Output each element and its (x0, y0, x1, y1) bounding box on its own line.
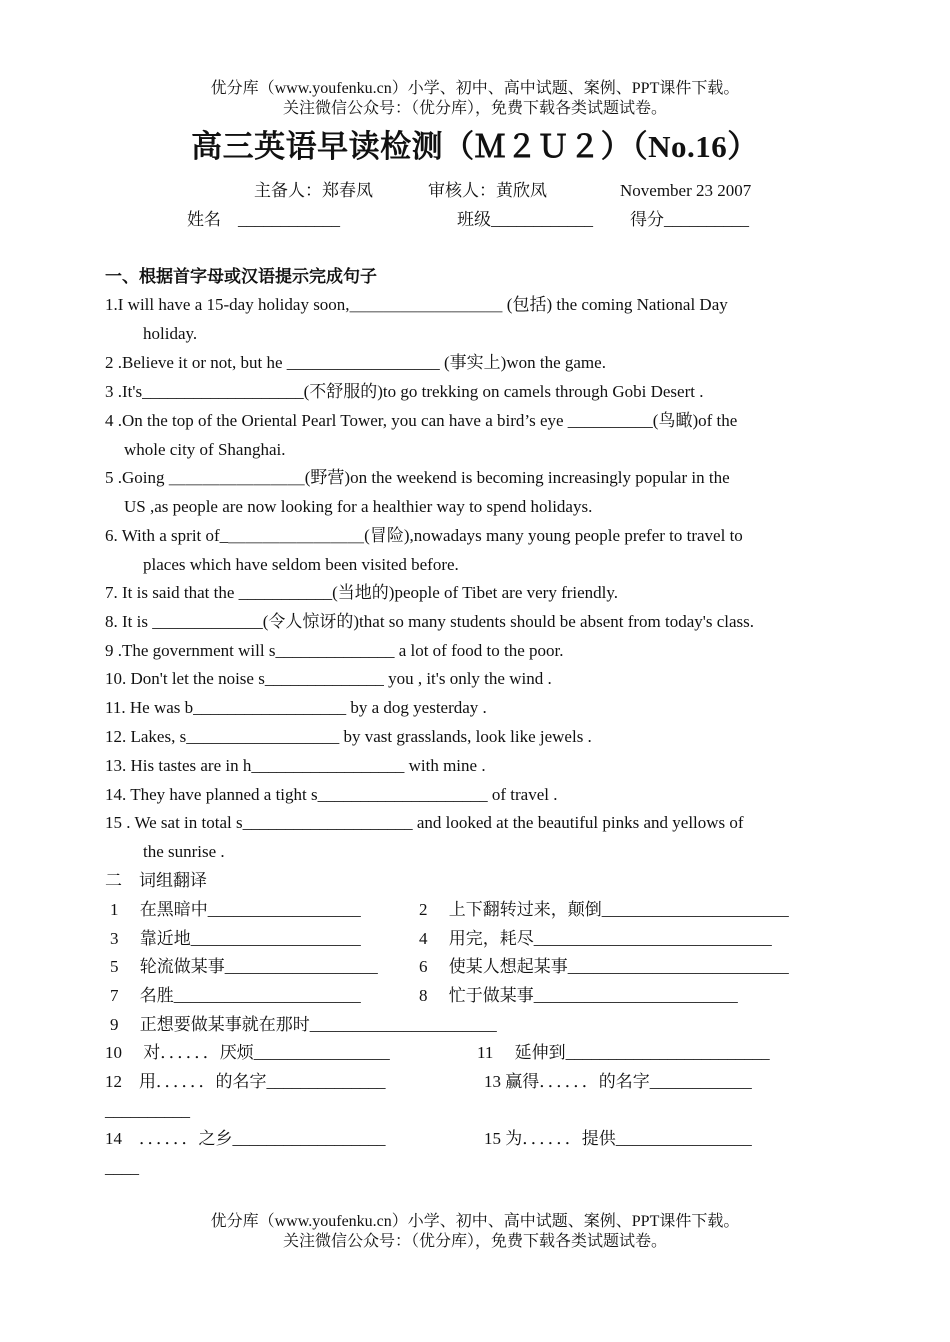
header-line-2: 关注微信公众号：（优分库），免费下载各类试题试卷。 (282, 100, 667, 117)
preparer: 主备人：郑春凤 (254, 181, 373, 200)
question-12[interactable] (105, 723, 845, 752)
question-1-line1: 1.I will have a 15-day holiday soon,＿＿＿＿＿＿＿＿＿ (包括) the coming National Day (105, 295, 728, 314)
phrase-row-8-left[interactable]: 14 ．．．．．．之乡__________________ (105, 1129, 386, 1148)
section1-heading: 一、根据首字母或汉语提示完成句子 (105, 267, 377, 286)
question-14-line1: 14. They have planned a tight s____________________ of travel . (105, 785, 558, 804)
phrase-row-7-right[interactable]: 13 赢得．．．．．．的名字____________ (484, 1072, 752, 1091)
question-5[interactable] (105, 464, 845, 522)
question-2[interactable] (105, 349, 845, 378)
question-4-line1: 4 .On the top of the Oriental Pearl Tower, you can have a bird’s eye __________(鸟瞰)of the (105, 411, 738, 430)
question-4-line2: whole city of Shanghai. (124, 439, 286, 459)
footer-line-1: 优分库（www.youfenku.cn）小学、初中、高中试题、案例、PPT课件下载。 (210, 1213, 740, 1230)
phrase-row-7-cont[interactable]: __________ (105, 1101, 190, 1120)
phrase-row-2-right[interactable]: 4 用完，耗尽____________________________ (419, 929, 772, 948)
phrase-row-6-left[interactable]: 10 对．．．．．．厌烦________________ (105, 1043, 390, 1062)
question-5-line1: 5 .Going ＿＿＿＿＿＿＿＿(野营)on the weekend is becoming increasingly popular in the (105, 468, 730, 487)
question-8-line1: 8. It is _____________(令人惊讶的)that so many students should be absent from today's class. (105, 612, 754, 631)
question-9-line1: 9 .The government will s______________ a lot of food to the poor. (105, 641, 564, 660)
question-14[interactable] (105, 781, 845, 810)
question-11-line1: 11. He was b__________________ by a dog yesterday . (105, 698, 487, 717)
question-2-line1: 2 .Believe it or not, but he __________________ (事实上)won the game. (105, 353, 606, 372)
question-6[interactable] (105, 522, 845, 580)
section2-heading: 二 词组翻译 (105, 871, 207, 890)
phrase-row-8-cont[interactable]: ____ (105, 1158, 139, 1177)
phrase-row-4-right[interactable]: 8 忙于做某事________________________ (419, 986, 738, 1005)
question-12-line1: 12. Lakes, s__________________ by vast grasslands, look like jewels . (105, 727, 592, 746)
header-line-1: 优分库（www.youfenku.cn）小学、初中、高中试题、案例、PPT课件下载。 (210, 80, 740, 97)
score-field[interactable]: 得分__________ (630, 210, 749, 229)
phrase-row-3-left[interactable]: 5 轮流做某事__________________ (110, 957, 378, 976)
question-15-line2: the sunrise . (143, 841, 225, 861)
question-11[interactable] (105, 694, 845, 723)
date: November 23 2007 (620, 181, 752, 200)
phrase-row-2-left[interactable]: 3 靠近地____________________ (110, 929, 361, 948)
question-8[interactable] (105, 608, 845, 637)
question-15-line1: 15 . We sat in total s____________________ and looked at the beautiful pinks and yellows of (105, 813, 744, 832)
question-7-line1: 7. It is said that the ___________(当地的)people of Tibet are very friendly. (105, 583, 619, 602)
phrase-row-3-right[interactable]: 6 使某人想起某事__________________________ (419, 957, 789, 976)
question-15[interactable] (105, 809, 845, 867)
question-1[interactable] (105, 291, 845, 349)
phrase-row-4-left[interactable]: 7 名胜______________________ (110, 986, 361, 1005)
phrase-row-8-right[interactable]: 15 为．．．．．．提供________________ (484, 1129, 752, 1148)
footer-line-2: 关注微信公众号：（优分库），免费下载各类试题试卷。 (282, 1233, 667, 1250)
phrase-row-5[interactable]: 9 正想要做某事就在那时______________________ (110, 1015, 497, 1034)
question-6-line1: 6. With a sprit of_＿＿＿＿＿＿＿＿(冒险),nowadays many young people prefer to travel to (105, 526, 743, 545)
question-13[interactable] (105, 752, 845, 781)
reviewer: 审核人：黄欣凤 (428, 181, 547, 200)
question-10[interactable] (105, 665, 845, 694)
phrase-row-7-left[interactable]: 12 用．．．．．．的名字______________ (105, 1072, 386, 1091)
phrase-row-6-right[interactable]: 11 延伸到________________________ (477, 1043, 770, 1062)
phrase-row-1-right[interactable]: 2 上下翻转过来，颠倒______________________ (419, 900, 789, 919)
question-9[interactable] (105, 637, 845, 666)
phrase-row-1-left[interactable]: 1 在黑暗中__________________ (110, 900, 361, 919)
question-10-line1: 10. Don't let the noise s______________ you , it's only the wind . (105, 669, 552, 688)
page-title: 高三英语早读检测（Ｍ２Ｕ２）（No.16） (191, 129, 759, 164)
class-field[interactable]: 班级____________ (457, 210, 593, 229)
question-7[interactable] (105, 579, 845, 608)
question-13-line1: 13. His tastes are in h__________________ with mine . (105, 756, 486, 775)
question-3-line1: 3 .It's___________________(不舒服的)to go trekking on camels through Gobi Desert . (105, 382, 704, 401)
question-1-line2: holiday. (143, 323, 198, 343)
question-5-line2: US ,as people are now looking for a healthier way to spend holidays. (124, 496, 593, 516)
question-4[interactable] (105, 407, 845, 465)
question-3[interactable] (105, 378, 845, 407)
question-6-line2: places which have seldom been visited before. (143, 554, 459, 574)
name-field[interactable]: 姓名 ____________ (187, 210, 340, 229)
